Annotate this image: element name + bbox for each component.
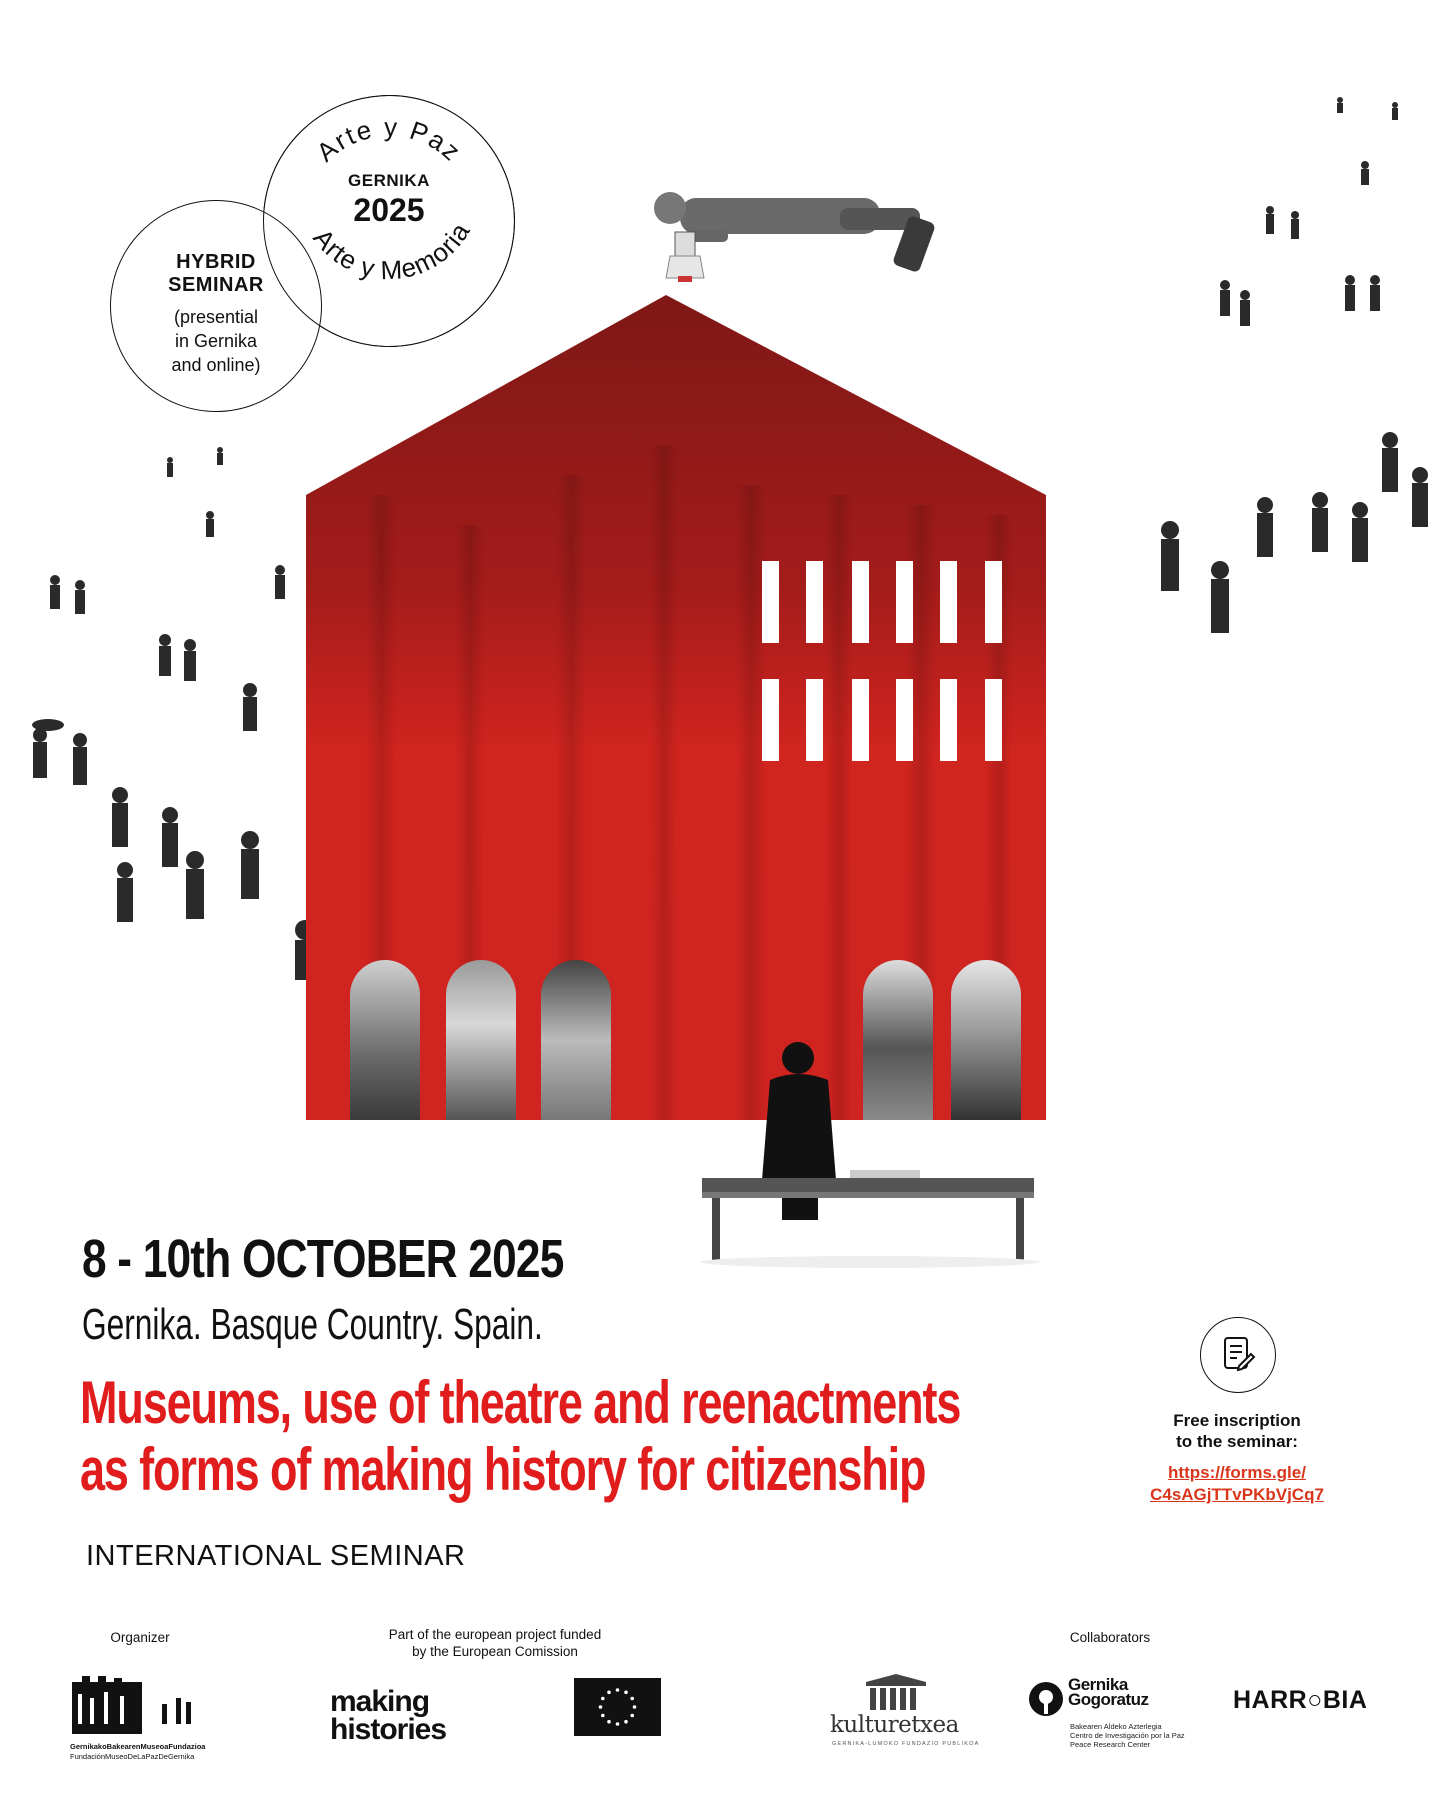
gernika-gogoratuz-subtitle bbox=[1070, 1722, 1185, 1749]
inscription-label bbox=[1130, 1410, 1344, 1452]
crowd-left-illustration bbox=[20, 440, 320, 980]
organizer-caption-line2: FundaciónMuseoDeLaPazDeGernika bbox=[70, 1752, 195, 1761]
badge-year: 2025 bbox=[353, 192, 425, 228]
window bbox=[940, 679, 957, 761]
making-line1: making bbox=[330, 1685, 430, 1718]
museo-de-la-paz-logo bbox=[72, 1676, 212, 1738]
making-histories-logo bbox=[330, 1685, 447, 1746]
gg-line2: Gogoratuz bbox=[1068, 1690, 1149, 1709]
inscription-label-line2: to the seminar: bbox=[1176, 1432, 1298, 1451]
window bbox=[762, 679, 779, 761]
window bbox=[940, 561, 957, 643]
hybrid-title-line1: HYBRID bbox=[176, 251, 256, 273]
window bbox=[896, 561, 913, 643]
inscription-label-line1: Free inscription bbox=[1173, 1411, 1301, 1430]
gernika-gogoratuz-logo-text bbox=[1068, 1677, 1149, 1707]
window bbox=[852, 679, 869, 761]
organizer-caption-line1: GernikakoBakearenMuseoaFundazioa bbox=[70, 1742, 206, 1751]
hybrid-note-line1: (presential bbox=[173, 307, 259, 327]
gg-sub-line3: Peace Research Center bbox=[1070, 1740, 1151, 1749]
inscription-link-line2[interactable]: C4sAGjTTvPKbVjCq7 bbox=[1150, 1485, 1324, 1504]
event-date: 8 - 10th OCTOBER 2025 bbox=[82, 1229, 564, 1289]
window bbox=[985, 561, 1002, 643]
window bbox=[806, 561, 823, 643]
project-label bbox=[360, 1626, 630, 1660]
flying-man-illustration bbox=[640, 178, 950, 308]
hybrid-note-line2: in Gernika bbox=[174, 331, 258, 351]
inscription-link-line1[interactable]: https://forms.gle/ bbox=[1168, 1463, 1306, 1482]
collaborators-label: Collaborators bbox=[1069, 1630, 1151, 1645]
event-type: INTERNATIONAL SEMINAR bbox=[86, 1540, 466, 1572]
project-label-line2: by the European Comission bbox=[412, 1644, 578, 1659]
badge-city: GERNIKA bbox=[348, 171, 430, 190]
arte-top-arc: Arte y Paz bbox=[310, 111, 468, 168]
arch-photo-theatre-2 bbox=[446, 960, 516, 1120]
arte-bottom-arc: Arte y Memoria bbox=[307, 216, 476, 286]
kulturetxea-subtitle: GERNIKA-LUMOKO FUNDAZIO PUBLIKOA bbox=[832, 1741, 980, 1747]
organizer-label: Organizer bbox=[110, 1630, 170, 1645]
event-place: Gernika. Basque Country. Spain. bbox=[82, 1300, 543, 1349]
harrobia-logo: HARR○BIA bbox=[1233, 1686, 1368, 1714]
inscription-link[interactable] bbox=[1110, 1462, 1364, 1506]
arch-photo-theatre-1 bbox=[350, 960, 420, 1120]
gg-line1: Gernika bbox=[1068, 1675, 1128, 1694]
crowd-right-illustration bbox=[1120, 80, 1440, 720]
kulturetxea-building-icon bbox=[836, 1672, 956, 1712]
window bbox=[806, 679, 823, 761]
gernika-gogoratuz-icon bbox=[1027, 1680, 1065, 1718]
arch-photo-theatre-3 bbox=[541, 960, 611, 1120]
event-title-line1: Museums, use of theatre and reenactments bbox=[80, 1369, 961, 1436]
hybrid-title-line2: SEMINAR bbox=[168, 274, 264, 296]
window bbox=[852, 561, 869, 643]
hybrid-note-line3: and online) bbox=[171, 355, 261, 375]
project-label-line1: Part of the european project funded bbox=[388, 1627, 602, 1642]
window bbox=[985, 679, 1002, 761]
eu-flag-icon bbox=[574, 1678, 661, 1736]
window bbox=[896, 679, 913, 761]
kulturetxea-logo-text: kulturetxea bbox=[830, 1712, 959, 1738]
gg-sub-line1: Bakearen Aldeko Azterlegia bbox=[1070, 1722, 1162, 1731]
event-title-line2: as forms of making history for citizenship bbox=[80, 1436, 926, 1503]
making-line2: histories bbox=[330, 1713, 447, 1746]
form-edit-icon bbox=[1200, 1317, 1276, 1393]
gg-sub-line2: Centro de Investigación por la Paz bbox=[1070, 1731, 1185, 1740]
window bbox=[762, 561, 779, 643]
hybrid-note bbox=[111, 305, 321, 377]
organizer-caption bbox=[70, 1742, 230, 1762]
seated-visitor-illustration bbox=[700, 1040, 1040, 1270]
